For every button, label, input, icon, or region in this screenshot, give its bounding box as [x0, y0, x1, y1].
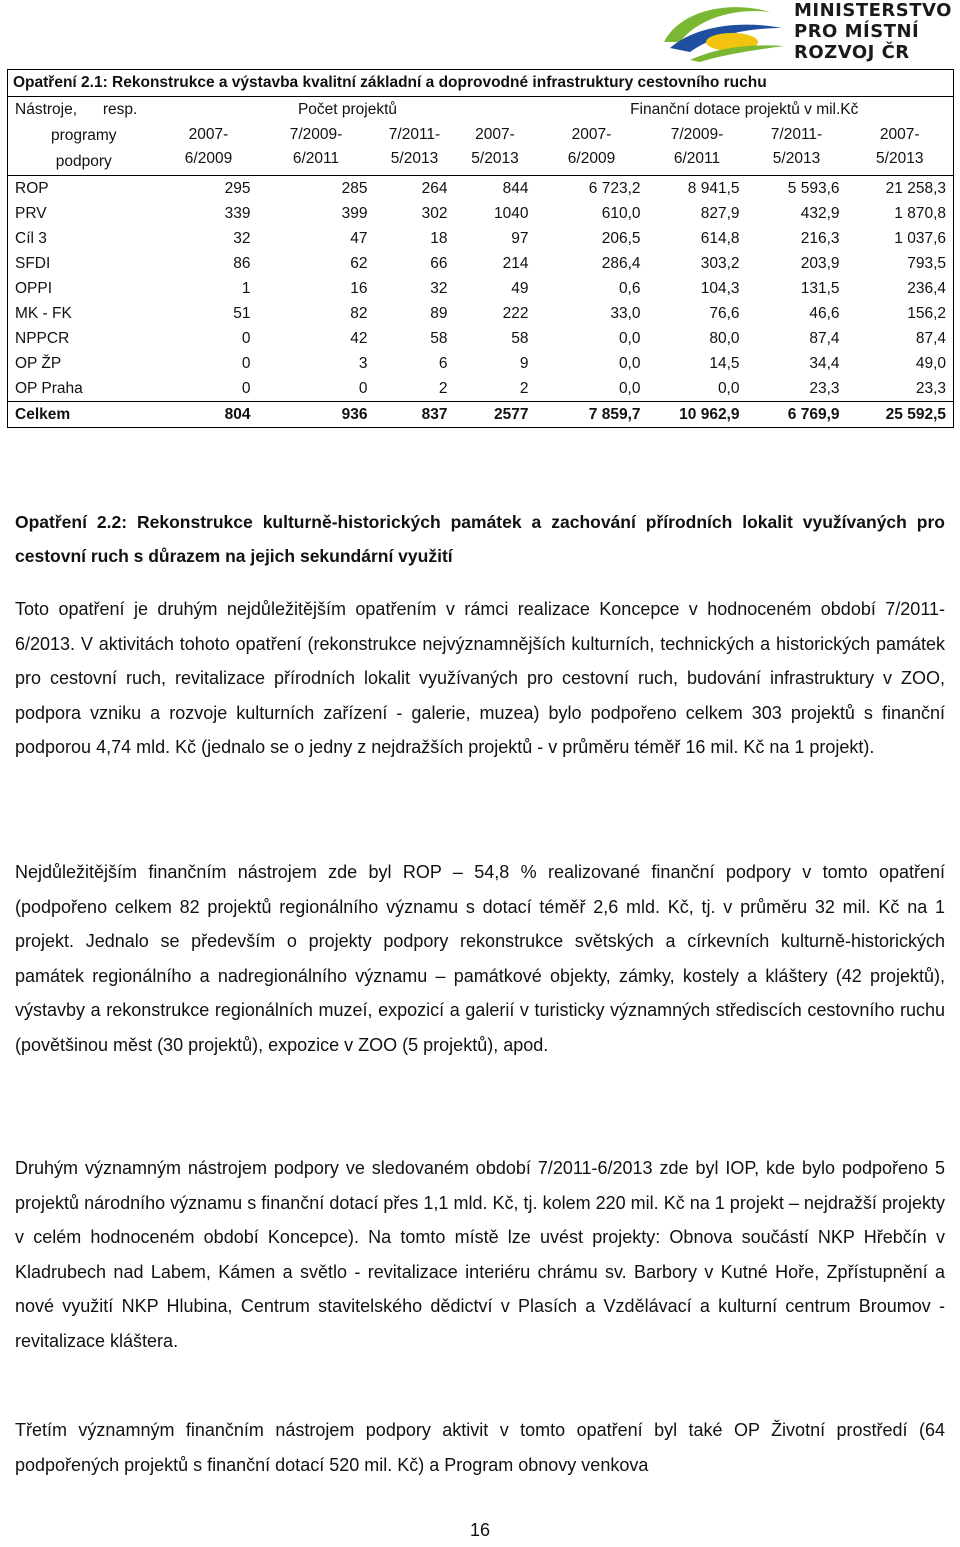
row-header-cell: programy podpory	[8, 123, 160, 176]
table-cell: 66	[430, 254, 448, 272]
table-cell: 62	[350, 254, 368, 272]
group-count-header: Počet projektů	[297, 101, 398, 118]
table-cell: 25 592,5	[847, 402, 954, 428]
table-cell: 303,2	[700, 254, 740, 272]
period-header: 2007- 5/2013	[455, 123, 536, 176]
table-cell: 58	[430, 329, 448, 347]
table-cell: 42	[350, 329, 368, 347]
table-cell: 286,4	[601, 254, 641, 272]
table-cell: 23,3	[809, 379, 840, 397]
table-cell: 285	[341, 179, 368, 197]
table-cell: 104,3	[700, 279, 740, 297]
table-cell: 156,2	[847, 301, 954, 326]
table-cell: 10 962,9	[648, 402, 747, 428]
table-cell: Cíl 3	[8, 226, 160, 251]
table-cell: NPPCR	[8, 326, 160, 351]
table-cell: 0,0	[618, 354, 641, 372]
table-cell: 236,4	[847, 276, 954, 301]
table-cell: 222	[502, 304, 529, 322]
table-cell: 5 593,6	[787, 179, 840, 197]
period-header: 7/2011- 5/2013	[375, 123, 455, 176]
table-cell: 206,5	[601, 229, 641, 247]
table-cell: 87,4	[809, 329, 840, 347]
table-cell: 49,0	[847, 351, 954, 376]
table-cell: 6 723,2	[588, 179, 641, 197]
period-header: 2007- 6/2009	[160, 123, 258, 176]
table-row	[8, 251, 954, 276]
table-cell: 936	[258, 402, 375, 428]
table-cell: Celkem	[8, 402, 160, 428]
table-cell: 34,4	[809, 354, 840, 372]
table-cell: 2577	[455, 402, 536, 428]
table-cell: OPPI	[8, 276, 160, 301]
table-cell: 7 859,7	[536, 402, 648, 428]
table-cell: 302	[421, 204, 448, 222]
table-cell: 2	[438, 379, 448, 397]
table-cell: 6 769,9	[747, 402, 847, 428]
paragraph-3: Druhým významným nástrojem podpory ve sledovaném období 7/2011-6/2013 zde byl IOP, kde bylo podpořeno 5 projektů národního významu s finanční dotací přes 1,1 mld. Kč, tj. kolem 220 mil. Kč na 1 projekt – nejdražší projekty v celém hodnoceném období Koncepce). Na tomto místě lze uvést projekty: Obnova součástí NKP Hřebčín v Kladrubech nad Labem, Kámen a světlo - revitalizace interiéru chrámu sv. Barbory v Kutné Hoře, Zpřístupnění a nové využití NKP Hlubina, Centrum stavitelského dědictví v Plasích a Vzdělávací a kulturní centrum Broumov - revitalizace kláštera.	[15, 1158, 945, 1351]
period-header: 7/2009- 6/2011	[258, 123, 375, 176]
table-cell: 1 037,6	[847, 226, 954, 251]
table-cell: 58	[511, 329, 529, 347]
group-finance-header: Finanční dotace projektů v mil.Kč	[536, 97, 954, 124]
table-cell: 0,0	[618, 379, 641, 397]
table-row	[8, 376, 954, 402]
table-cell: 399	[341, 204, 368, 222]
table-cell: 80,0	[709, 329, 740, 347]
table-cell: 610,0	[601, 204, 641, 222]
table-cell: 339	[224, 204, 251, 222]
table-cell: 51	[233, 304, 251, 322]
table-cell: 33,0	[610, 304, 641, 322]
table-cell: 21 258,3	[847, 176, 954, 202]
table-cell: 216,3	[800, 229, 840, 247]
table-cell: 18	[430, 229, 448, 247]
table-cell: 16	[350, 279, 368, 297]
table-row	[8, 276, 954, 301]
table-cell: 89	[430, 304, 448, 322]
table-cell: 0	[358, 379, 368, 397]
table-cell: 9	[519, 354, 529, 372]
table-cell: 0	[241, 329, 251, 347]
period-header: 7/2009- 6/2011	[648, 123, 747, 176]
table-cell: 0,0	[618, 329, 641, 347]
table-cell: 32	[430, 279, 448, 297]
section-title: Opatření 2.2: Rekonstrukce kulturně-historických památek a zachování přírodních lokalit využívaných pro cestovní ruch s důrazem na jejich sekundární využití	[15, 512, 945, 566]
table-cell: 2	[519, 379, 529, 397]
table-cell: MK - FK	[8, 301, 160, 326]
table-cell: 131,5	[800, 279, 840, 297]
paragraph-2: Nejdůležitějším finančním nástrojem zde byl ROP – 54,8 % realizované finanční podpory v tomto opatření (podpořeno celkem 82 projektů regionálního významu s dotací téměř 2,6 mld. Kč, tj. v průměru 32 mil. Kč na 1 projekt. Jednalo se především o projekty podpory rekonstrukce světských a církevních kulturně-historických památek regionálního a nadregionálního významu – památkové objekty, zámky, kostely a kláštery (42 projektů), výstavby a rekonstrukce regionálních muzeí, expozicí a galerií v turisticky významných střediscích cestovního ruchu (povětšinou měst (30 projektů), expozice v ZOO (5 projektů), apod.	[15, 862, 945, 1055]
table-cell: PRV	[8, 201, 160, 226]
table-cell: 87,4	[847, 326, 954, 351]
table-cell: 203,9	[800, 254, 840, 272]
table-row	[8, 301, 954, 326]
table-cell: 214	[502, 254, 529, 272]
table-cell: 6	[438, 354, 448, 372]
table-cell: 804	[160, 402, 258, 428]
period-header: 7/2011- 5/2013	[747, 123, 847, 176]
table-cell: 614,8	[700, 229, 740, 247]
table-row	[8, 226, 954, 251]
projects-table	[7, 69, 954, 428]
table-cell: 1040	[494, 204, 529, 222]
table-cell: 0,6	[618, 279, 641, 297]
table-cell: 23,3	[847, 376, 954, 402]
table-cell: 3	[358, 354, 368, 372]
table-cell: 86	[233, 254, 251, 272]
table-title: Opatření 2.1: Rekonstrukce a výstavba kvalitní základní a doprovodné infrastruktury cestovního ruchu	[8, 70, 954, 97]
table-row	[8, 176, 954, 202]
table-cell: 0	[241, 379, 251, 397]
table-cell: 49	[511, 279, 529, 297]
table-cell: 0,0	[717, 379, 740, 397]
table-cell: 76,6	[709, 304, 740, 322]
table-body	[8, 176, 954, 402]
ministry-logo	[660, 0, 960, 66]
page-number: 16	[469, 1520, 491, 1540]
table-row	[8, 351, 954, 376]
table-cell: 0	[241, 354, 251, 372]
table-cell: 837	[375, 402, 455, 428]
table-cell: 844	[502, 179, 529, 197]
paragraph-1: Toto opatření je druhým nejdůležitějším opatřením v rámci realizace Koncepce v hodnoceném období 7/2011-6/2013. V aktivitách tohoto opatření (rekonstrukce nejvýznamnějších kulturních, technických a historických památek pro cestovní ruch, revitalizace přírodních lokalit využívaných pro cestovní ruch, budování infrastruktury v ZOO, podpora vzniku a rozvoje kulturních zařízení - galerie, muzea) bylo podpořeno celkem 303 projektů s finanční podporou 4,74 mld. Kč (jednalo se o jedny z nejdražších projektů - v průměru téměř 16 mil. Kč na 1 projekt).	[15, 599, 945, 758]
table-cell: 97	[511, 229, 529, 247]
logo-swoosh-icon	[660, 2, 788, 64]
row-header-cell: Nástroje, resp.	[8, 97, 160, 124]
table-cell: 295	[224, 179, 251, 197]
period-header: 2007- 5/2013	[847, 123, 954, 176]
table-cell: 264	[421, 179, 448, 197]
table-total-row	[8, 402, 954, 428]
table-row	[8, 326, 954, 351]
table-cell: SFDI	[8, 251, 160, 276]
table-cell: 1	[241, 279, 251, 297]
table-cell: 793,5	[847, 251, 954, 276]
period-header: 2007- 6/2009	[536, 123, 648, 176]
table-cell: 46,6	[809, 304, 840, 322]
table-cell: 14,5	[709, 354, 740, 372]
table-cell: 32	[233, 229, 251, 247]
table-cell: 47	[350, 229, 368, 247]
logo-wordmark: MINISTERSTVO PRO MÍSTNÍ ROZVOJ ČR	[794, 0, 952, 63]
table-cell: 82	[350, 304, 368, 322]
table-cell: OP Praha	[8, 376, 160, 402]
table-row	[8, 201, 954, 226]
table-cell: OP ŽP	[8, 351, 160, 376]
table-cell: 8 941,5	[687, 179, 740, 197]
table-cell: 432,9	[800, 204, 840, 222]
table-cell: 1 870,8	[847, 201, 954, 226]
paragraph-4: Třetím významným finančním nástrojem podpory aktivit v tomto opatření byl také OP Životní prostředí (64 podpořených projektů s finanční dotací 520 mil. Kč) a Program obnovy venkova	[15, 1420, 945, 1475]
table-cell: 827,9	[700, 204, 740, 222]
table-cell: ROP	[8, 176, 160, 202]
